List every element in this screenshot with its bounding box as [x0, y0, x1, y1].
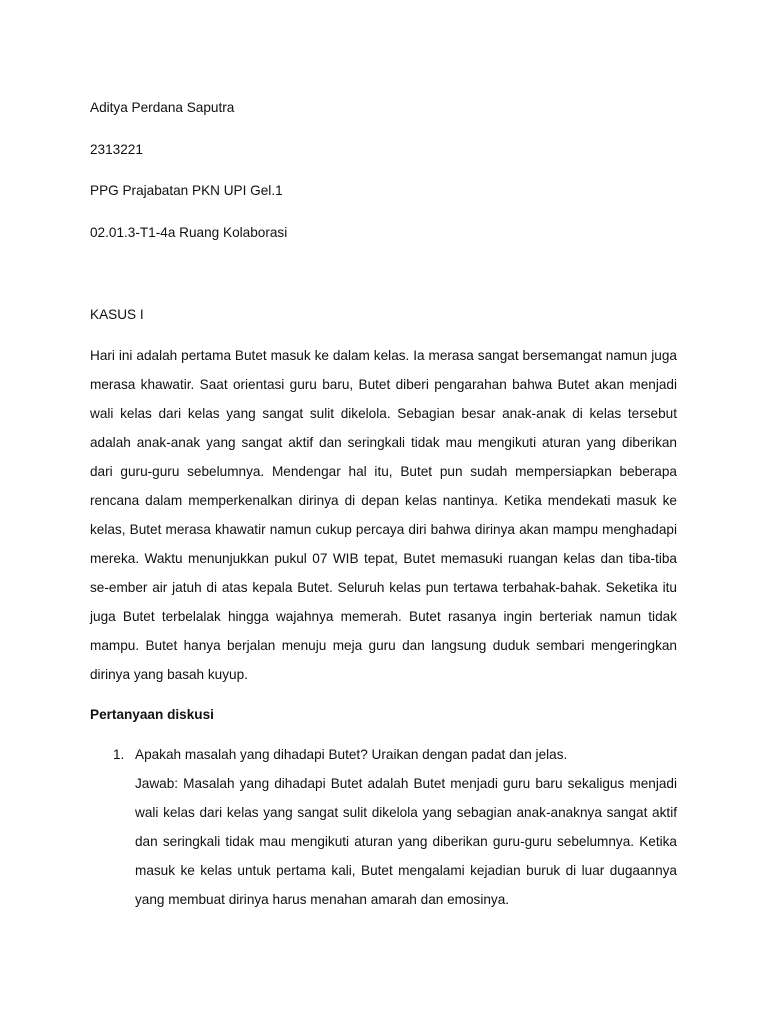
case-text: Hari ini adalah pertama Butet masuk ke dalam kelas. Ia merasa sangat bersemangat namun juga merasa khawatir. Saat orientasi guru baru, Butet diberi pengarahan bahwa Butet akan menjadi wali kelas dari kelas yang sangat sulit dikelola. Sebagian besar anak-anak di kelas tersebut adalah anak-anak yang sangat aktif dan seringkali tidak mau mengikuti aturan yang diberikan dari guru-guru sebelumnya. Mendengar hal itu, Butet pun sudah mempersiapkan beberapa rencana dalam memperkenalkan dirinya di depan kelas nantinya. Ketika mendekati masuk ke kelas, Butet merasa khawatir namun cukup percaya diri bahwa dirinya akan mampu menghadapi mereka. Waktu menunjukkan pukul 07 WIB tepat, Butet memasuki ruangan kelas dan tiba-tiba se-ember air jatuh di atas kepala Butet. Seluruh kelas pun tertawa terbahak-bahak. Seketika itu juga Butet terbelalak hingga wajahnya memerah. Butet rasanya ingin berteriak namun tidak mampu. Butet hanya berjalan menuju meja guru dan langsung duduk sembari mengeringkan dirinya yang basah kuyup. — [90, 348, 677, 682]
case-title: KASUS I — [90, 306, 144, 322]
document-page — [90, 93, 677, 914]
student-id: 2313221 — [90, 141, 143, 157]
answer-text: Jawab: Masalah yang dihadapi Butet adalah Butet menjadi guru baru sekaligus menjadi wali kelas dari kelas yang sangat sulit dikelola yang sebagian anak-anaknya sangat aktif dan seringkali tidak mau mengikuti aturan yang diberikan guru-guru sebelumnya. Ketika masuk ke kelas untuk pertama kali, Butet mengalami kejadian buruk di luar dugaannya yang membuat dirinya harus menahan amarah dan emosinya. — [135, 776, 677, 907]
question-text: Apakah masalah yang dihadapi Butet? Uraikan dengan padat dan jelas. — [135, 747, 568, 762]
discussion-heading: Pertanyaan diskusi — [90, 707, 214, 722]
question-number: 1. — [113, 747, 125, 762]
question-list — [90, 740, 677, 914]
activity-code: 02.01.3-T1-4a Ruang Kolaborasi — [90, 224, 288, 240]
question-item — [90, 740, 677, 914]
author-name: Aditya Perdana Saputra — [90, 100, 235, 115]
program-name: PPG Prajabatan PKN UPI Gel.1 — [90, 183, 283, 198]
